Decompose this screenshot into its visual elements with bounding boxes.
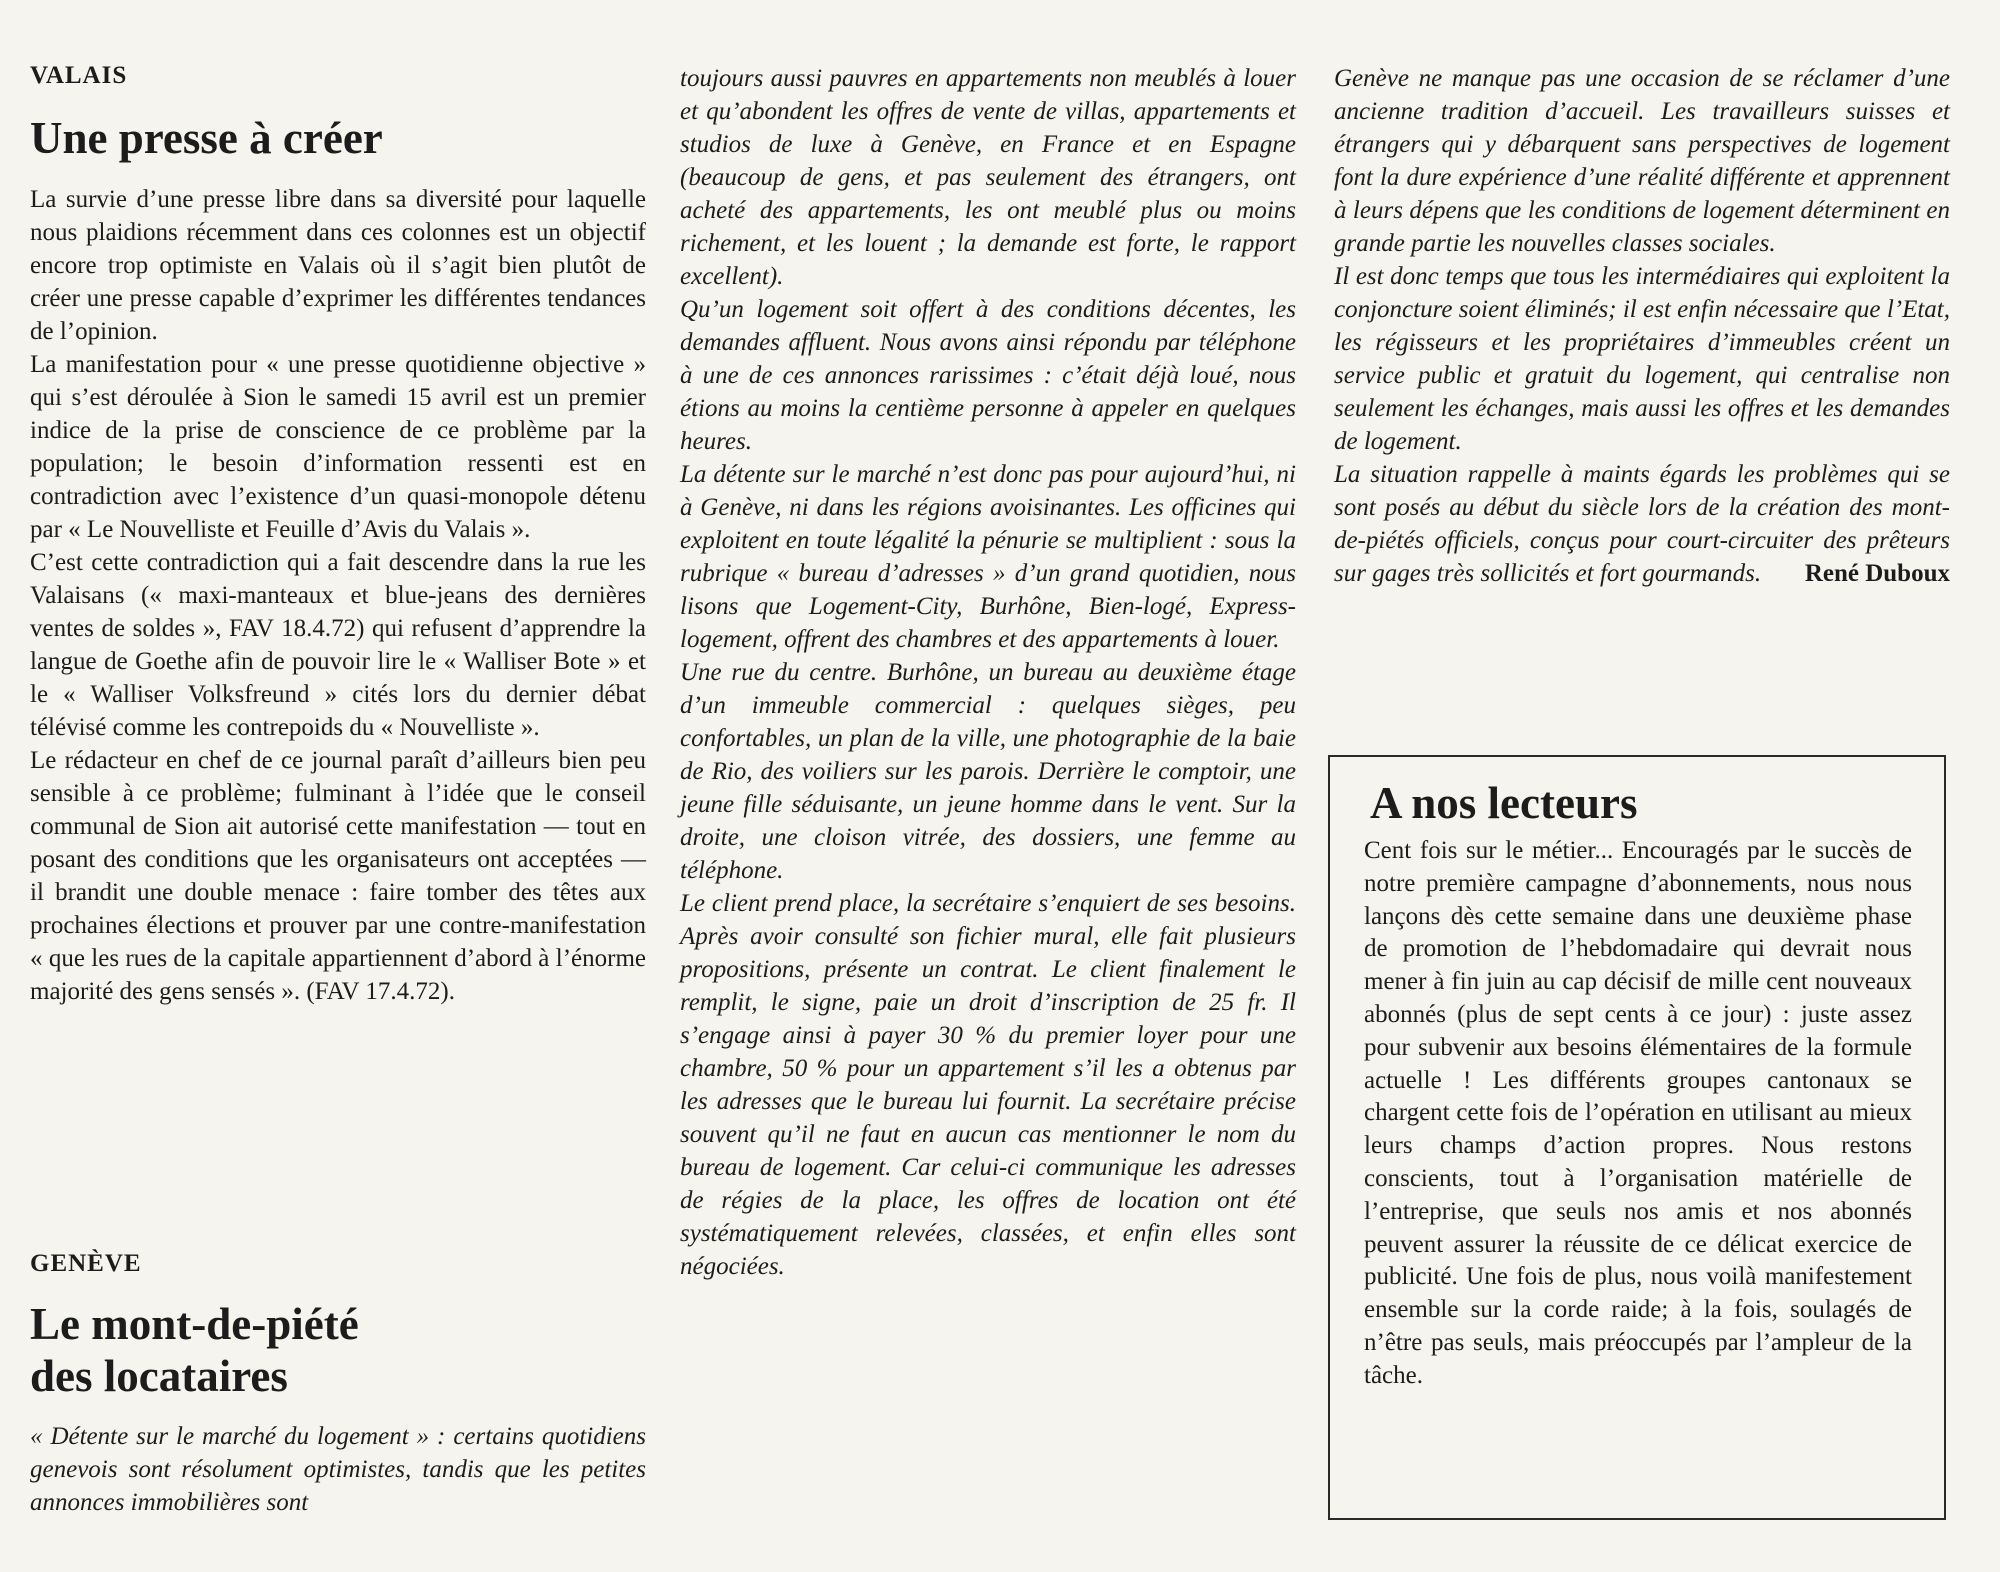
paragraph-text: La situation rappelle à maints égards les problèmes qui se sont posés au début du siècle lors de la création des mont-de-piétés officiels, conçus pour court-circuiter des prêteurs sur gages très sollicités et fort gourmands.	[1334, 461, 1950, 587]
notice-text: Cent fois sur le métier... Encouragés par le succès de notre première campagne d’abonnements, nous nous lançons dès cette semaine dans une deuxième phase de promotion de l’hebdomadaire qui devrait nous mener à fin juin au cap décisif de mille cent nouveaux abonnés (plus de sept cents à ce jour) : juste assez pour subvenir aux besoins élémentaires de la formule actuelle ! Les différents groupes cantonaux se chargent cette fois de l’opération en utilisant au mieux leurs champs d’action propres. Nous restons conscients, tout à l’organisation matérielle de l’entreprise, que seuls nos amis et nos abonnés peuvent assurer la réussite de ce délicat exercice de publicité. Une fois de plus, nous voilà manifestement ensemble sur la corde raide; à la fois, soulagés de n’être pas seuls, mais préoccupés par l’ampleur de la tâche.	[1364, 837, 1912, 1389]
paragraph: C’est cette contradiction qui a fait descendre dans la rue les Valaisans (« maxi-manteaux et blue-jeans des dernières ventes de soldes », FAV 18.4.72) qui refusent d’apprendre la langue de Goethe afin de pouvoir lire le « Walliser Bote » et le « Walliser Volksfreund » cités lors du dernier débat télévisé comme les contrepoids du « Nouvelliste ».	[30, 549, 646, 741]
headline-line: Le mont-de-piété	[30, 1299, 359, 1349]
notice-box	[1328, 755, 1946, 1520]
paragraph: Genève ne manque pas une occasion de se réclamer d’une ancienne tradition d’accueil. Les travailleurs suisses et étrangers qui y débarquent sans perspectives de logement font la dure expérience d’une réalité différente et apprennent à leurs dépens que les conditions de logement déterminent en grande partie les nouvelles classes sociales.	[1334, 65, 1950, 257]
paragraph: Le rédacteur en chef de ce journal paraît d’ailleurs bien peu sensible à ce problème; fulminant à l’idée que le conseil communal de Sion ait autorisé cette manifestation — tout en posant des conditions que les organisateurs ont acceptées — il brandit une double menace : faire tomber des têtes aux prochaines élections et prouver par une contre-manifestation « que les rues de la capitale appartiennent d’abord à l’énorme majorité des gens sensés ». (FAV 17.4.72).	[30, 747, 646, 1005]
paragraph: La manifestation pour « une presse quotidienne objective » qui s’est déroulée à Sion le samedi 15 avril est un premier indice de la prise de conscience de ce problème par la population; le besoin d’information ressenti est en contradiction avec l’existence d’un quasi-monopole détenu par « Le Nouvelliste et Feuille d’Avis du Valais ».	[30, 351, 646, 543]
author-signature: René Duboux	[1804, 560, 1950, 587]
paragraph: La survie d’une presse libre dans sa diversité pour laquelle nous plaidions récemment dans ces colonnes est un objectif encore trop optimiste en Valais où il s’agit bien plutôt de créer une presse capable d’exprimer les différentes tendances de l’opinion.	[30, 186, 646, 345]
paragraph: « Détente sur le marché du logement » : certains quotidiens genevois sont résolument optimistes, tandis que les petites annonces immobilières sont	[30, 1423, 646, 1516]
article-body-geneve-end	[1334, 62, 1950, 590]
section-label-valais: VALAIS	[30, 62, 128, 89]
paragraph: La détente sur le marché n’est donc pas pour aujourd’hui, ni à Genève, ni dans les régions avoisinantes. Les officines qui exploitent en toute légalité la pénurie se multiplient : sous la rubrique « bureau d’adresses » d’un grand quotidien, nous lisons que Logement-City, Burhône, Bien-logé, Express-logement, offrent des chambres et des appartements à louer.	[680, 461, 1296, 653]
headline-line: des locataires	[30, 1351, 288, 1401]
headline-valais: Une presse à créer	[30, 113, 383, 163]
paragraph	[1334, 458, 1950, 590]
section-label-geneve: GENÈVE	[30, 1250, 142, 1277]
paragraph: Qu’un logement soit offert à des conditions décentes, les demandes affluent. Nous avons ainsi répondu par téléphone à une de ces annonces rarissimes : c’était déjà loué, nous étions au moins la centième personne à appeler en quelques heures.	[680, 296, 1296, 455]
notice-title: A nos lecteurs	[1370, 778, 1638, 828]
paragraph: toujours aussi pauvres en appartements non meublés à louer et qu’abondent les offres de vente de villas, appartements et studios de luxe à Genève, en France et en Espagne (beaucoup de gens, et pas seulement des étrangers, ont acheté des appartements, les ont meublé plus ou moins richement, et les louent ; la demande est forte, le rapport excellent).	[680, 65, 1296, 290]
article-body-geneve-continued	[680, 62, 1296, 1283]
article-lead-geneve	[30, 1420, 646, 1519]
paragraph: Il est donc temps que tous les intermédiaires qui exploitent la conjoncture soient éliminés; il est enfin nécessaire que l’Etat, les régisseurs et les propriétaires d’immeubles créent un service public et gratuit du logement, qui centralise non seulement les échanges, mais aussi les offres et les demandes de logement.	[1334, 263, 1950, 455]
paragraph: Une rue du centre. Burhône, un bureau au deuxième étage d’un immeuble commercial : quelques sièges, peu confortables, un plan de la ville, une photographie de la baie de Rio, des voiliers sur les parois. Derrière le comptoir, une jeune fille séduisante, un jeune homme dans le vent. Sur la droite, une cloison vitrée, des dossiers, une femme au téléphone.	[680, 659, 1296, 884]
article-body-valais	[30, 183, 646, 1008]
headline-geneve	[30, 1298, 359, 1402]
paragraph: Le client prend place, la secrétaire s’enquiert de ses besoins. Après avoir consulté son fichier mural, elle fait plusieurs propositions, présente un contrat. Le client finalement le remplit, le signe, paie un droit d’inscription de 25 fr. Il s’engage ainsi à payer 30 % du premier loyer pour une chambre, 50 % pour un appartement s’il les a obtenus par les adresses que le bureau lui fournit. La secrétaire précise souvent qu’il ne faut en aucun cas mentionner le nom du bureau de logement. Car celui-ci communique les adresses de régies de la place, les offres de location ont été systématiquement relevées, classées, et enfin elles sont négociées.	[680, 890, 1296, 1280]
